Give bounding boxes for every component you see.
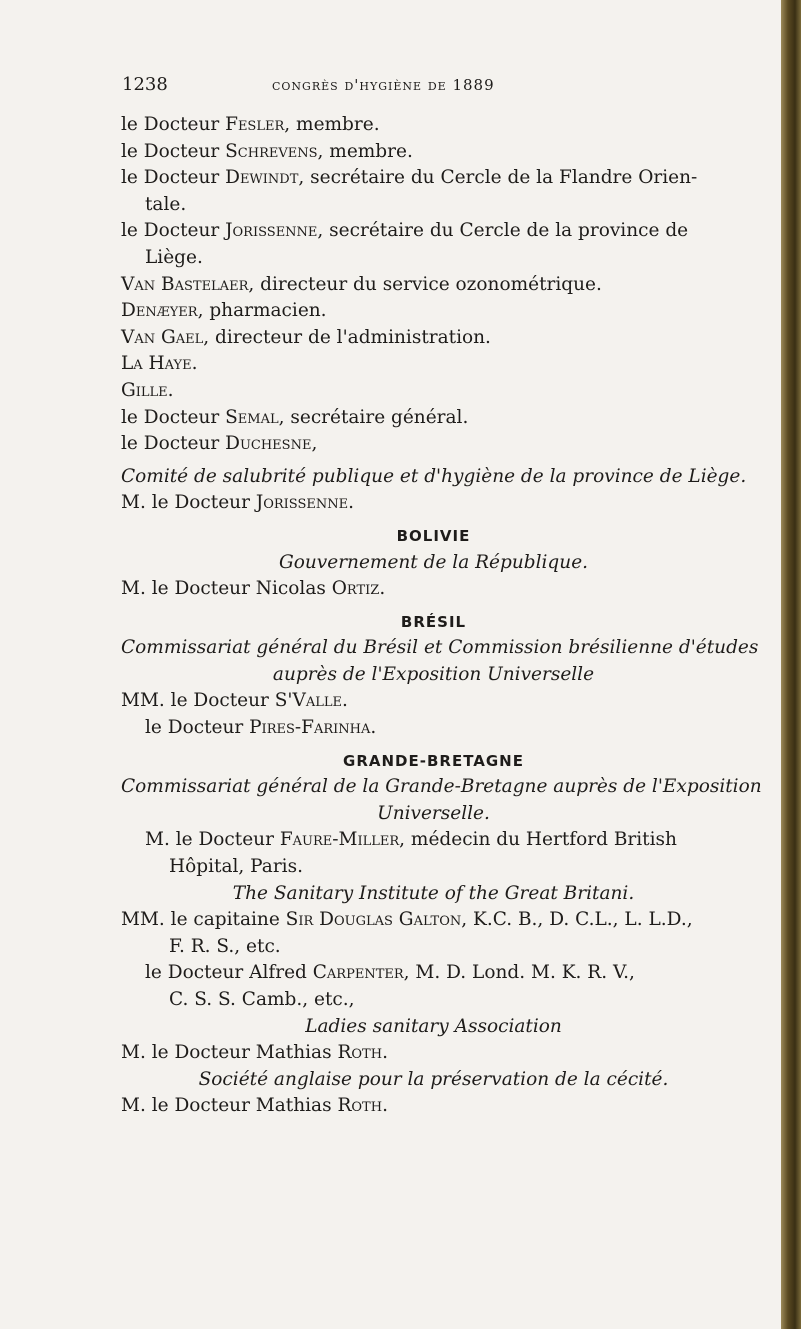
list-item-continuation: F. R. S., etc. (169, 935, 281, 957)
organization-title: Société anglaise pour la préservation de la cécité. (198, 1068, 669, 1090)
person-name: Dewindt (225, 167, 299, 189)
list-item: le Docteur Semal, secrétaire général. (121, 406, 469, 428)
person-name: Schrevens (225, 140, 318, 162)
running-title: congrès d'hygiène de 1889 (272, 76, 495, 94)
list-item: le Docteur Duchesne, (121, 433, 318, 455)
committee-title: Comité de salubrité publique et d'hygiène de la province de Liège. (121, 465, 747, 487)
list-item: M. le Docteur Mathias Roth. (121, 1095, 388, 1117)
person-name: Roth (337, 1042, 383, 1064)
person-name: Jorissenne (225, 220, 318, 242)
person-name: Denæyer (121, 300, 198, 322)
list-item: Van Gael, directeur de l'administration. (121, 326, 491, 348)
list-item-continuation: C. S. S. Camb., etc., (169, 989, 355, 1010)
page-body (121, 112, 762, 1120)
person-name: Fesler (225, 114, 285, 135)
person-name: Semal (225, 406, 279, 428)
person-name: Carpenter (312, 962, 404, 984)
section-subtitle: Commissariat général du Brésil et Commission brésilienne d'études (121, 637, 759, 659)
list-item-continuation: Hôpital, Paris. (169, 856, 303, 878)
running-header (122, 74, 495, 95)
page-edge (781, 0, 801, 1329)
section-heading-grande-bretagne: GRANDE-BRETAGNE (343, 751, 524, 770)
list-item: le Docteur Alfred Carpenter, M. D. Lond. M. K. R. V., (145, 962, 635, 984)
person-name: Roth (337, 1095, 383, 1117)
list-item: MM. le Docteur S'Valle. (121, 690, 348, 712)
list-item: M. le Docteur Mathias Roth. (121, 1042, 388, 1064)
person-name: Duchesne (225, 433, 312, 455)
list-item: Van Bastelaer, directeur du service ozonométrique. (121, 273, 602, 295)
list-item: le Docteur Dewindt, secrétaire du Cercle de la Flandre Orien- (121, 167, 698, 189)
person-name: Jorissenne (255, 492, 349, 514)
list-item: le Docteur Schrevens, membre. (121, 140, 413, 162)
person-name: Van Bastelaer (121, 273, 249, 295)
section-subtitle: Gouvernement de la République. (278, 551, 589, 573)
list-item: M. le Docteur Nicolas Ortiz. (121, 578, 386, 600)
section-heading-bolivie: BOLIVIE (396, 526, 471, 545)
person-name: Pires-Farinha (249, 717, 371, 739)
person-name: Faure-Miller (279, 829, 400, 851)
person-name: Van Gael (121, 326, 204, 348)
list-item: le Docteur Pires-Farinha. (145, 717, 377, 739)
list-item: La Haye. (121, 353, 198, 375)
list-item: Denæyer, pharmacien. (121, 300, 327, 322)
organization-title: The Sanitary Institute of the Great Britani. (232, 882, 635, 904)
person-name: S'Valle (274, 690, 343, 712)
list-item: MM. le capitaine Sir Douglas Galton, K.C. B., D. C.L., L. L.D., (121, 909, 693, 931)
person-name: Gille (121, 379, 168, 401)
list-item: M. le Docteur Faure-Miller, médecin du Hertford British (145, 829, 677, 851)
section-subtitle-continuation: Universelle. (377, 802, 490, 824)
list-item: le Docteur Fesler, membre. (121, 114, 380, 135)
section-subtitle: Commissariat général de la Grande-Bretagne auprès de l'Exposition (121, 776, 762, 798)
person-name: Sir Douglas Galton (285, 909, 462, 931)
person-name: Ortiz (331, 578, 380, 600)
list-item-continuation: tale. (145, 193, 187, 215)
section-subtitle-continuation: auprès de l'Exposition Universelle (272, 663, 595, 685)
list-item: M. le Docteur Jorissenne. (121, 492, 355, 514)
section-heading-bresil: BRÉSIL (400, 612, 467, 631)
page-number: 1238 (122, 74, 168, 95)
person-name: La Haye (121, 353, 192, 375)
list-item: Gille. (121, 379, 174, 401)
organization-title: Ladies sanitary Association (305, 1015, 562, 1037)
list-item: le Docteur Jorissenne, secrétaire du Cercle de la province de (121, 220, 689, 242)
list-item-continuation: Liège. (145, 246, 203, 268)
